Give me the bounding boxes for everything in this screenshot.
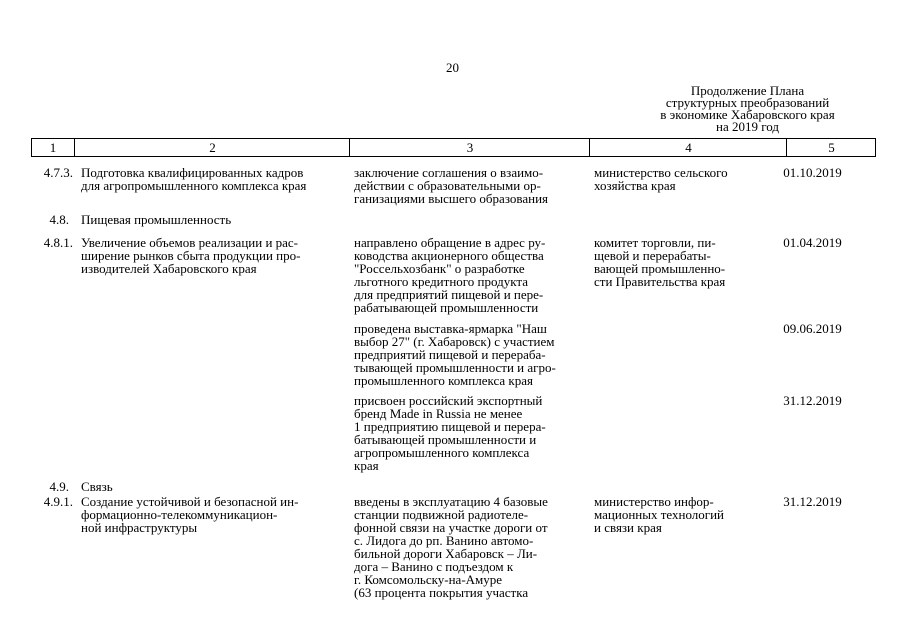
section-title: Пищевая промышленность bbox=[81, 212, 232, 227]
caption-line: в экономике Хабаровского края bbox=[660, 107, 835, 122]
text-line: проведена выставка-ярмарка "Наш bbox=[354, 321, 547, 336]
text-line: агропромышленного комплекса bbox=[354, 445, 530, 460]
measure-date: 09.06.2019 bbox=[783, 321, 842, 336]
text-line: фонной связи на участке дороги от bbox=[354, 520, 548, 535]
header-col-1: 1 bbox=[49, 140, 57, 155]
measure-executor bbox=[594, 236, 725, 288]
measure-result bbox=[354, 322, 556, 387]
text-line: г. Комсомольску-на-Амуре bbox=[354, 572, 503, 587]
text-line: дога – Ванино с подъездом к bbox=[354, 559, 514, 574]
header-col-5: 5 bbox=[786, 139, 876, 156]
text-line: вающей промышленно- bbox=[594, 261, 726, 276]
measure-result bbox=[354, 166, 548, 205]
text-line: выбор 27" (г. Хабаровск) с участием bbox=[354, 334, 555, 349]
text-line: щевой и перерабаты- bbox=[594, 248, 711, 263]
text-line: формационно-телекоммуникацион- bbox=[81, 507, 278, 522]
text-line: ной инфраструктуры bbox=[81, 520, 198, 535]
section-title: Связь bbox=[81, 479, 113, 494]
text-line: предприятий пищевой и перераба- bbox=[354, 347, 546, 362]
text-line: тывающей промышленности и агро- bbox=[354, 360, 556, 375]
text-line: ширение рынков сбыта продукции про- bbox=[81, 248, 301, 263]
text-line: для агропромышленного комплекса края bbox=[81, 178, 307, 193]
measure-result bbox=[354, 236, 545, 314]
row-number: 4.9.1. bbox=[43, 494, 73, 509]
text-line: и связи края bbox=[594, 520, 662, 535]
text-line: заключение соглашения о взаимо- bbox=[354, 165, 544, 180]
text-line: хозяйства края bbox=[594, 178, 676, 193]
header-col-4: 4 bbox=[589, 139, 787, 156]
text-line: сти Правительства края bbox=[594, 274, 726, 289]
table-header bbox=[31, 138, 876, 157]
row-number: 4.7.3. bbox=[43, 165, 73, 180]
text-line: льготного кредитного продукта bbox=[354, 274, 528, 289]
header-col-2: 2 bbox=[74, 139, 350, 156]
measure-result bbox=[354, 394, 546, 472]
measure-date: 31.12.2019 bbox=[783, 494, 842, 509]
text-line: (63 процента покрытия участка bbox=[354, 585, 529, 600]
text-line: направлено обращение в адрес ру- bbox=[354, 235, 546, 250]
text-line: рабатывающей промышленности bbox=[354, 300, 539, 315]
text-line: ганизациями высшего образования bbox=[354, 191, 549, 206]
row-number: 4.8.1. bbox=[43, 235, 73, 250]
measure-executor bbox=[594, 495, 724, 534]
text-line: комитет торговли, пи- bbox=[594, 235, 716, 250]
text-line: введены в эксплуатацию 4 базовые bbox=[354, 494, 548, 509]
text-line: с. Лидога до рп. Ванино автомо- bbox=[354, 533, 534, 548]
measure-name bbox=[81, 236, 300, 275]
text-line: Создание устойчивой и безопасной ин- bbox=[81, 494, 299, 509]
section-number: 4.9. bbox=[49, 479, 69, 494]
text-line: действии с образовательными ор- bbox=[354, 178, 541, 193]
measure-date: 31.12.2019 bbox=[783, 393, 842, 408]
text-line: для предприятий пищевой и пере- bbox=[354, 287, 544, 302]
text-line: министерство сельского bbox=[594, 165, 728, 180]
measure-name bbox=[81, 166, 306, 192]
text-line: 1 предприятию пищевой и перера- bbox=[354, 419, 546, 434]
text-line: бренд Made in Russia не менее bbox=[354, 406, 523, 421]
measure-name bbox=[81, 495, 298, 534]
section-number: 4.8. bbox=[49, 212, 69, 227]
text-line: станции подвижной радиотеле- bbox=[354, 507, 529, 522]
text-line: "Россельхозбанк" о разработке bbox=[354, 261, 525, 276]
text-line: бильной дороги Хабаровск – Ли- bbox=[354, 546, 538, 561]
text-line: ководства акционерного общества bbox=[354, 248, 544, 263]
text-line: присвоен российский экспортный bbox=[354, 393, 543, 408]
header-col-3: 3 bbox=[349, 139, 590, 156]
caption-line: структурных преобразований bbox=[665, 95, 830, 110]
measure-result bbox=[354, 495, 548, 599]
caption-line: Продолжение Плана bbox=[690, 83, 805, 98]
text-line: батывающей промышленности и bbox=[354, 432, 537, 447]
text-line: Увеличение объемов реализации и рас- bbox=[81, 235, 299, 250]
caption-line: на 2019 год bbox=[716, 119, 779, 134]
measure-date: 01.10.2019 bbox=[783, 165, 842, 180]
measure-executor bbox=[594, 166, 728, 192]
text-line: министерство инфор- bbox=[594, 494, 714, 509]
page-number: 20 bbox=[446, 60, 459, 75]
plan-caption bbox=[640, 85, 855, 133]
text-line: Подготовка квалифицированных кадров bbox=[81, 165, 304, 180]
text-line: изводителей Хабаровского края bbox=[81, 261, 257, 276]
measure-date: 01.04.2019 bbox=[783, 235, 842, 250]
text-line: мационных технологий bbox=[594, 507, 725, 522]
text-line: края bbox=[354, 458, 379, 473]
text-line: промышленного комплекса края bbox=[354, 373, 533, 388]
